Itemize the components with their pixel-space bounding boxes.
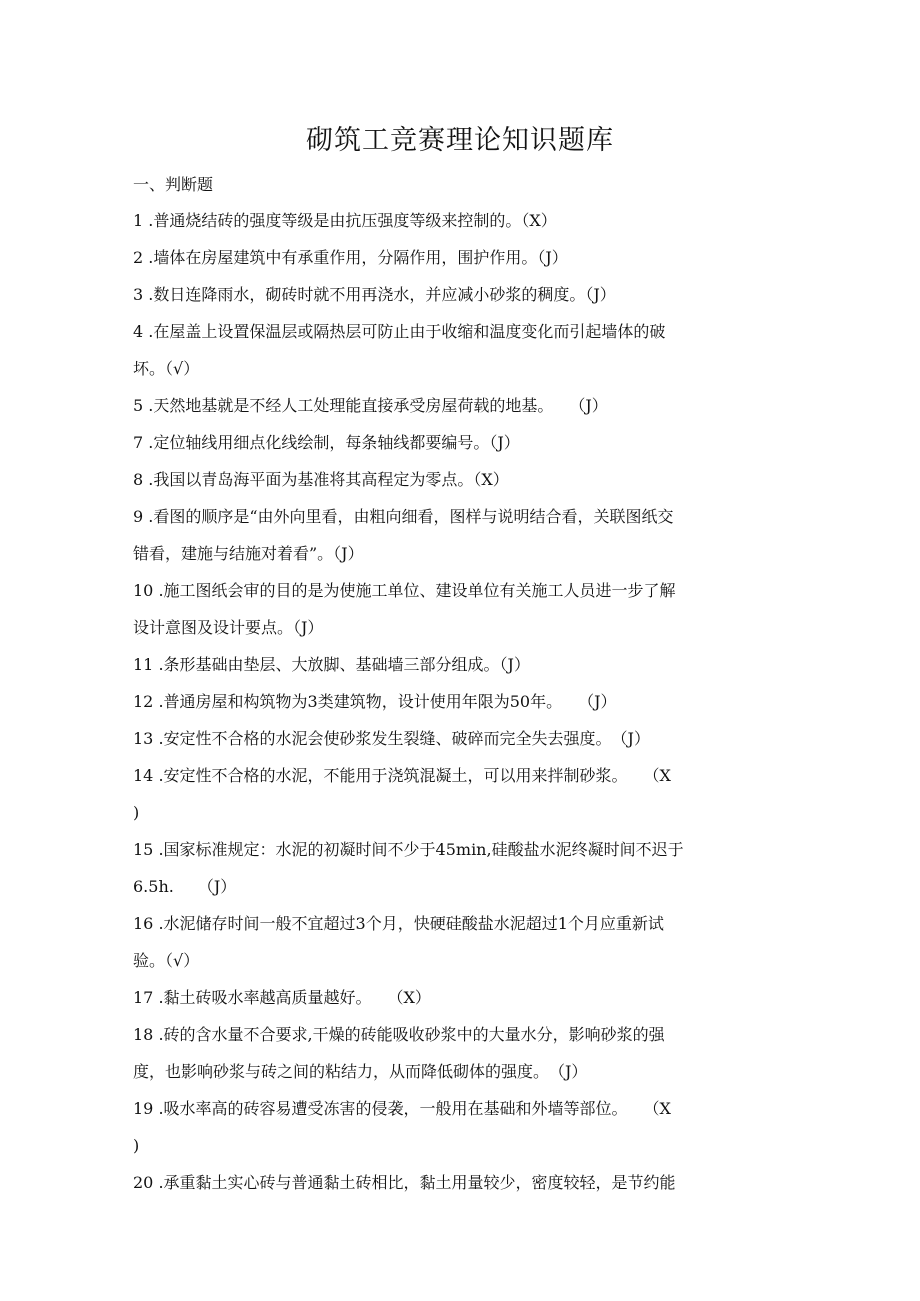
question-10-line: 10 .施工图纸会审的目的是为使施工单位、建设单位有关施工人员进一步了解 [133, 581, 676, 600]
question-13-line: 13 .安定性不合格的水泥会使砂浆发生裂缝、破碎而完全失去强度。 （J） [133, 729, 650, 748]
section-heading: 一、判断题 [133, 175, 214, 194]
question-list [133, 202, 778, 1201]
question-9-line: 9 .看图的顺序是“由外向里看，由粗向细看，图样与说明结合看，关联图纸交 [133, 507, 674, 526]
question-15-line-cont: 6.5h. （J） [133, 877, 237, 896]
question-10-line-cont: 设计意图及设计要点。（J） [133, 618, 324, 637]
question-5-line: 5 .天然地基就是不经人工处理能直接承受房屋荷载的地基。 （J） [133, 396, 608, 415]
question-19-line-cont: ) [133, 1136, 140, 1155]
question-2-line: 2 .墙体在房屋建筑中有承重作用，分隔作用，围护作用。（J） [133, 248, 568, 267]
question-16-line: 16 .水泥储存时间一般不宜超过3个月，快硬硅酸盐水泥超过1个月应重新试 [133, 914, 664, 933]
question-18-line-cont: 度，也影响砂浆与砖之间的粘结力，从而降低砌体的强度。 （J） [133, 1062, 588, 1081]
question-16-line-cont: 验。（√） [133, 951, 200, 970]
question-20-line: 20 .承重黏土实心砖与普通黏土砖相比，黏土用量较少，密度较轻，是节约能 [133, 1173, 676, 1192]
question-14-line: 14 .安定性不合格的水泥，不能用于浇筑混凝土，可以用来拌制砂浆。 （X [133, 766, 671, 785]
question-4-line-cont: 坏。（√） [133, 359, 200, 378]
question-14-line-cont: ) [133, 803, 140, 822]
question-4-line: 4 .在屋盖上设置保温层或隔热层可防止由于收缩和温度变化而引起墙体的破 [133, 322, 666, 341]
question-15-line: 15 .国家标准规定：水泥的初凝时间不少于45min,硅酸盐水泥终凝时间不迟于 [133, 840, 684, 859]
question-18-line: 18 .砖的含水量不合要求,干燥的砖能吸收砂浆中的大量水分，影响砂浆的强 [133, 1025, 665, 1044]
question-9-line-cont: 错看，建施与结施对着看”。（J） [133, 544, 364, 563]
page-title: 砌筑工竞赛理论知识题库 [306, 125, 614, 156]
question-7-line: 7 .定位轴线用细点化线绘制，每条轴线都要编号。（J） [133, 433, 520, 452]
question-8-line: 8 .我国以青岛海平面为基准将其高程定为零点。（X） [133, 470, 509, 489]
question-11-line: 11 .条形基础由垫层、大放脚、基础墙三部分组成。（J） [133, 655, 530, 674]
question-1-line: 1 .普通烧结砖的强度等级是由抗压强度等级来控制的。（X） [133, 211, 557, 230]
question-3-line: 3 .数日连降雨水，砌砖时就不用再浇水，并应减小砂浆的稠度。（J） [133, 285, 616, 304]
question-12-line: 12 .普通房屋和构筑物为3类建筑物，设计使用年限为50年。 （J） [133, 692, 617, 711]
question-19-line: 19 .吸水率高的砖容易遭受冻害的侵袭，一般用在基础和外墙等部位。 （X [133, 1099, 671, 1118]
question-17-line: 17 .黏土砖吸水率越高质量越好。 （X） [133, 988, 431, 1007]
